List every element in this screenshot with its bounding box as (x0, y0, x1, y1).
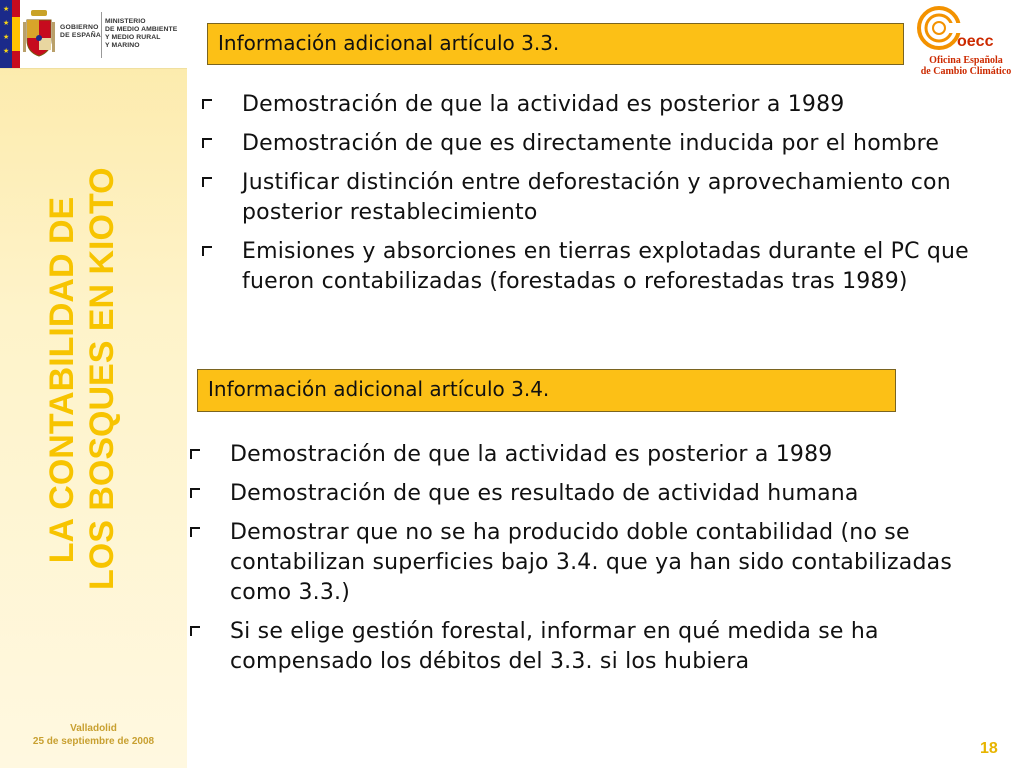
sidebar (0, 0, 187, 768)
section-heading-3-4: Información adicional artículo 3.4. (197, 369, 896, 412)
list-item-text: Demostración de que la actividad es posterior a 1989 (242, 92, 845, 117)
footer-location-date: Valladolid 25 de septiembre de 2008 (32, 723, 155, 747)
list-item-text: Justificar distinción entre deforestación y aprovechamiento con posterior restablecimiento (242, 170, 951, 225)
government-label: GOBIERNO DE ESPAÑA (60, 24, 101, 39)
spain-flag-band (12, 0, 20, 68)
oecc-subtitle: Oficina Española de Cambio Climático (920, 55, 1012, 77)
sidebar-vertical-title: LA CONTABILIDAD DE LOS BOSQUES EN KIOTO (43, 167, 121, 590)
bullet-corner-icon (190, 449, 200, 459)
list-item (202, 237, 1007, 297)
section-heading-3-3: Información adicional artículo 3.3. (207, 23, 904, 65)
bullet-list-3-3 (202, 90, 1007, 306)
coat-of-arms-icon (22, 8, 56, 60)
oecc-swirl-icon (916, 5, 962, 51)
list-item (202, 90, 1007, 120)
list-item (190, 479, 995, 509)
list-item (202, 168, 1007, 228)
list-item-text: Demostrar que no se ha producido doble contabilidad (no se contabilizan superficies bajo 3.4. que ya han sido contabilizadas como 3.3.) (230, 520, 952, 605)
list-item (202, 129, 1007, 159)
list-item-text: Si se elige gestión forestal, informar en qué medida se ha compensado los débitos del 3.3. si los hubiera (230, 619, 879, 674)
oecc-logo (912, 3, 1020, 79)
bullet-corner-icon (202, 138, 212, 148)
list-item (190, 440, 995, 470)
bullet-corner-icon (202, 246, 212, 256)
list-item-text: Demostración de que es resultado de actividad humana (230, 481, 859, 506)
eu-flag-stripe: ★ ★ ★ ★ (0, 0, 12, 68)
list-item (190, 617, 995, 677)
bullet-corner-icon (202, 99, 212, 109)
government-header (0, 0, 187, 69)
header-divider (101, 12, 102, 58)
bullet-corner-icon (190, 527, 200, 537)
ministry-label: MINISTERIO DE MEDIO AMBIENTE Y MEDIO RURAL Y MARINO (105, 18, 178, 49)
oecc-wordmark: oecc (957, 33, 994, 50)
list-item (190, 518, 995, 608)
list-item-text: Demostración de que la actividad es posterior a 1989 (230, 442, 833, 467)
bullet-corner-icon (202, 177, 212, 187)
bullet-list-3-4 (190, 440, 995, 686)
list-item-text: Demostración de que es directamente inducida por el hombre (242, 131, 940, 156)
list-item-text: Emisiones y absorciones en tierras explotadas durante el PC que fueron contabilizadas (forestadas o reforestadas tras 1989) (242, 239, 969, 294)
page-number: 18 (980, 740, 998, 757)
bullet-corner-icon (190, 626, 200, 636)
bullet-corner-icon (190, 488, 200, 498)
